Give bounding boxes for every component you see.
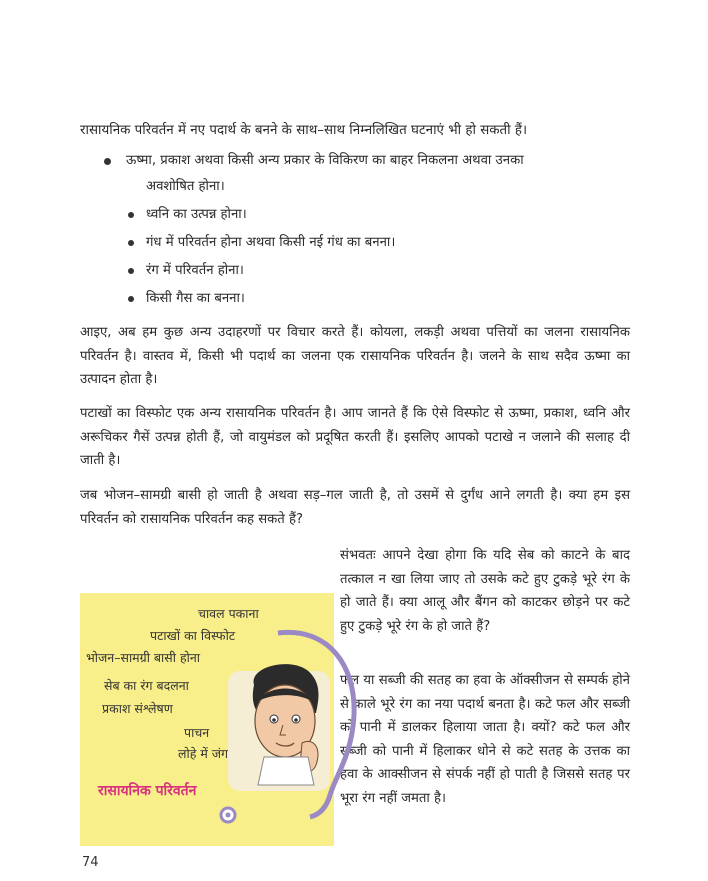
page-number: 74	[82, 855, 99, 870]
box-title: रासायनिक परिवर्तन	[98, 783, 197, 799]
intro-text: रासायनिक परिवर्तन में नए पदार्थ के बनने के साथ–साथ निम्नलिखित घटनाएं भी हो सकती हैं।	[80, 123, 528, 138]
bullet-item-1-cont: अवशोषित होना।	[146, 179, 225, 194]
example-item: पटाखों का विस्फोट	[150, 628, 236, 643]
bullet-item-2: ध्वनि का उत्पन्न होना।	[146, 207, 247, 222]
example-item: चावल पकाना	[198, 606, 259, 621]
bullet-item-5: किसी गैस का बनना।	[146, 291, 245, 306]
example-item: प्रकाश संश्लेषण	[102, 701, 173, 716]
examples-box	[80, 593, 334, 846]
example-item: पाचन	[184, 725, 210, 740]
paragraph-firecrackers: पटाखों का विस्फोट एक अन्य रासायनिक परिवर्तन है। आप जानते हैं कि ऐसे विस्फोट से ऊष्मा, प्रकाश, ध्वनि और अरूचिकर गैसें उत्पन्न होती हैं, जो वायुमंडल को प्रदूषित करती हैं। इसलिए आपको पटाखे न जलाने की सलाह दी जाती है।	[80, 406, 630, 468]
bullet-item-4: रंग में परिवर्तन होना।	[146, 263, 244, 278]
example-item: भोजन–सामग्री बासी होना	[86, 650, 200, 665]
bullet-dot	[128, 296, 134, 302]
bullet-dot	[128, 212, 134, 218]
bullet-dot	[104, 158, 111, 165]
paragraph-apple-browning: संभवतः आपने देखा होगा कि यदि सेब को काटने के बाद तत्काल न खा लिया जाए तो उसके कटे हुए टुकड़े भूरे रंग के हो जाते हैं। क्या आलू और बैंगन को काटकर छोड़ने पर कटे हुए टुकड़े भूरे रंग के हो जाते हैं?	[340, 548, 630, 634]
bullet-item-1: ऊष्मा, प्रकाश अथवा किसी अन्य प्रकार के विकिरण का बाहर निकलना अथवा उनका	[126, 153, 524, 168]
example-item: लोहे में जंग	[178, 746, 229, 761]
bullet-dot	[128, 268, 134, 274]
paragraph-burning: आइए, अब हम कुछ अन्य उदाहरणों पर विचार करते हैं। कोयला, लकड़ी अथवा पत्तियों का जलना रासायनिक परिवर्तन है। वास्तव में, किसी भी पदार्थ का जलना एक रासायनिक परिवर्तन है। जलने के साथ सदैव ऊष्मा का उत्पादन होता है।	[80, 325, 630, 387]
paragraph-stale-food: जब भोजन–सामग्री बासी हो जाती है अथवा सड़–गल जाती है, तो उसमें से दुर्गंध आने लगती है। क्या हम इस परिवर्तन को रासायनिक परिवर्तन कह सकते हैं?	[80, 488, 630, 527]
paragraph-oxidation: फल या सब्जी की सतह का हवा के ऑक्सीजन से सम्पर्क होने से काले भूरे रंग का नया पदार्थ बनता है। कटे फल और सब्जी को पानी में डालकर हिलाया जाता है। क्यों? कटे फल और सब्जी को पानी में हिलाकर धोने से कटे सतह के उत्तक का हवा के आक्सीजन से संपर्क नहीं हो पाती है जिससे सतह पर भूरा रंग नहीं जमता है।	[340, 673, 630, 806]
boy-thinking-illustration	[218, 625, 368, 825]
example-item: सेब का रंग बदलना	[104, 678, 189, 693]
bullet-item-3: गंध में परिवर्तन होना अथवा किसी नई गंध का बनना।	[146, 235, 396, 250]
bullet-dot	[128, 240, 134, 246]
